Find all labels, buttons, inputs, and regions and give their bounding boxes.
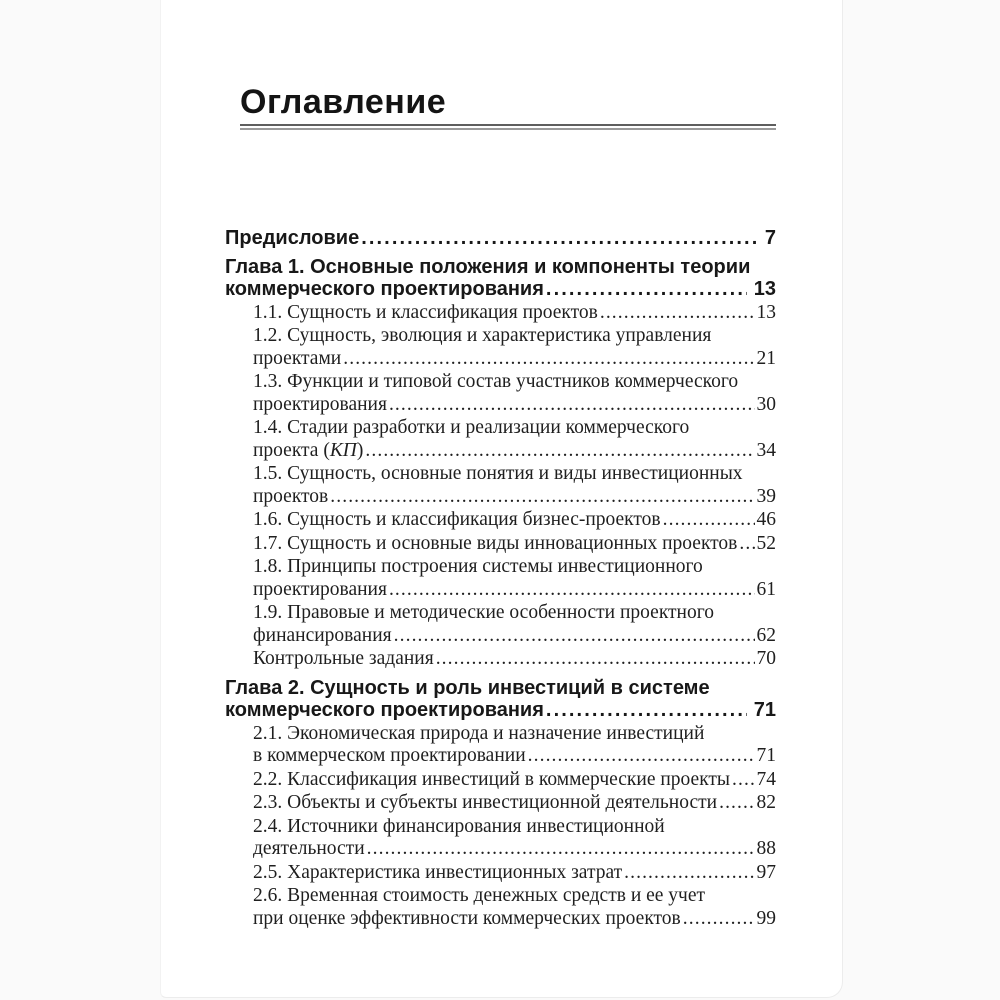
page-number: 61 [756,578,776,600]
page-number: 97 [756,861,776,883]
toc-line [253,723,776,746]
toc-entry-text: 1.7. Сущность и основные виды инновационных проектов [253,532,738,554]
dot-leader [328,486,754,509]
toc-entry [225,533,776,556]
dot-leader [526,745,755,768]
toc-entry [225,769,776,792]
toc-entry-text: 2.6. Временная стоимость денежных средств и ее учет [253,885,706,906]
dot-leader [434,648,755,671]
toc-entry-text: 1.4. Стадии разработки и реализации коммерческого [253,417,690,438]
dot-leader [544,699,747,722]
page-number: 88 [756,838,776,859]
title-rule-bottom-line [240,128,776,130]
toc-line [225,256,776,279]
toc-entry-text: финансирования [253,624,392,646]
toc-line [253,745,776,768]
dot-leader [387,394,755,417]
toc-entry-text: 1.5. Сущность, основные понятия и виды инвестиционных [253,463,743,484]
page-number: 52 [756,532,776,554]
toc-entry [225,792,776,815]
page-number: 7 [764,227,776,249]
toc-entry-text: 1.3. Функции и типовой состав участников коммерческого [253,371,739,392]
toc-line [225,677,776,700]
toc-line [225,278,776,301]
toc-line [253,838,776,861]
toc-line [253,792,776,815]
toc-entry-text: 2.3. Объекты и субъекты инвестиционной деятельности [253,792,718,813]
toc-line [253,625,776,648]
page-number: 13 [753,278,776,300]
toc-entry [225,816,776,861]
toc-line [253,885,776,908]
dot-leader [681,908,755,931]
toc-entry-text: Глава 1. Основные положения и компоненты теории [225,255,751,278]
toc-entry-text: 2.5. Характеристика инвестиционных затрат [253,861,623,883]
toc-entry [225,602,776,647]
toc-entry [225,371,776,416]
dot-leader [730,769,754,792]
dot-leader [365,838,755,861]
toc-entry-text: при оценке эффективности коммерческих проектов [253,907,681,929]
toc-list [225,227,776,931]
toc-entry [225,885,776,930]
toc-entry [225,463,776,508]
toc-line [225,699,776,722]
toc-entry-text-part: проекта ( [253,439,330,461]
dot-leader [717,792,754,815]
toc-entry-text: 1.6. Сущность и классификация бизнес-проектов [253,509,661,530]
title-rule-top-line [240,124,776,126]
page-number: 62 [756,624,776,646]
dot-leader [363,440,754,463]
page-number: 46 [756,509,776,530]
toc-entry [225,417,776,462]
page-number: 99 [756,907,776,929]
toc-entry-text: 1.2. Сущность, эволюция и характеристика управления [253,325,712,346]
page-number: 74 [756,768,776,790]
toc-entry [225,325,776,370]
dot-leader [661,509,755,532]
dot-leader [392,625,755,648]
dot-leader [359,227,758,250]
toc-entry-text: 1.1. Сущность и классификация проектов [253,301,598,323]
toc-entry-text-part: ) [356,439,364,461]
toc-entry [225,256,776,301]
toc-entry [225,723,776,768]
toc-entry-text: 1.8. Принципы построения системы инвестиционного [253,556,703,577]
toc-entry-text: коммерческого проектирования [225,699,544,721]
toc-entry-text: Предисловие [225,227,360,249]
toc-entry-text: Глава 2. Сущность и роль инвестиций в системе [225,676,710,699]
toc-entry-text [253,440,363,463]
toc-entry [225,227,776,250]
toc-entry-text: 2.2. Классификация инвестиций в коммерческие проекты [253,768,731,790]
dot-leader [737,533,754,556]
toc-line [253,533,776,556]
toc-line [253,509,776,532]
toc-line [253,908,776,931]
toc-entry-text: проектов [253,485,329,507]
toc-line [253,463,776,486]
toc-line [253,348,776,371]
toc-line [253,648,776,671]
toc-entry-text: 2.1. Экономическая природа и назначение инвестиций [253,722,705,744]
toc-entry-text: проектами [253,347,342,369]
dot-leader [622,862,754,885]
toc-entry-text: проектирования [253,578,387,600]
page-number: 21 [756,347,776,369]
page-number: 13 [756,301,776,323]
toc-line [253,769,776,792]
toc-entry-text: в коммерческом проектировании [253,745,526,766]
toc-entry [225,302,776,325]
dot-leader [341,348,754,371]
toc-entry [225,556,776,601]
toc-entry-text: 2.4. Источники финансирования инвестиционной [253,815,665,837]
toc-entry-text-italic: КП [329,439,357,461]
toc-entry-text: 1.9. Правовые и методические особенности проектного [253,602,715,623]
toc-line [253,556,776,579]
dot-leader [598,302,755,325]
page-title: Оглавление [240,83,447,121]
toc-line [253,325,776,348]
title-rule [240,124,776,130]
page-number: 71 [753,699,776,721]
toc-entry-text: коммерческого проектирования [225,278,544,300]
page-number: 82 [756,792,776,813]
toc-line [225,227,776,250]
toc-line [253,394,776,417]
toc-line [253,816,776,839]
toc-line [253,579,776,602]
page-number: 30 [756,393,776,415]
toc-line [253,417,776,440]
toc-line [253,371,776,394]
toc-entry [225,677,776,722]
toc-entry-text: проектирования [253,393,387,415]
toc-line [253,486,776,509]
toc-entry [225,862,776,885]
toc-entry-text: деятельности [253,838,365,859]
toc-line [253,602,776,625]
toc-line [253,302,776,325]
toc-entry [225,509,776,532]
toc-entry [225,648,776,671]
page-number: 34 [756,439,776,461]
toc-line [253,862,776,885]
dot-leader [387,579,755,602]
page-number: 39 [756,485,776,507]
toc-entry-text: Контрольные задания [253,648,434,669]
dot-leader [544,278,747,301]
page-number: 70 [756,648,776,669]
page-number: 71 [756,745,776,766]
toc-line [253,440,776,463]
